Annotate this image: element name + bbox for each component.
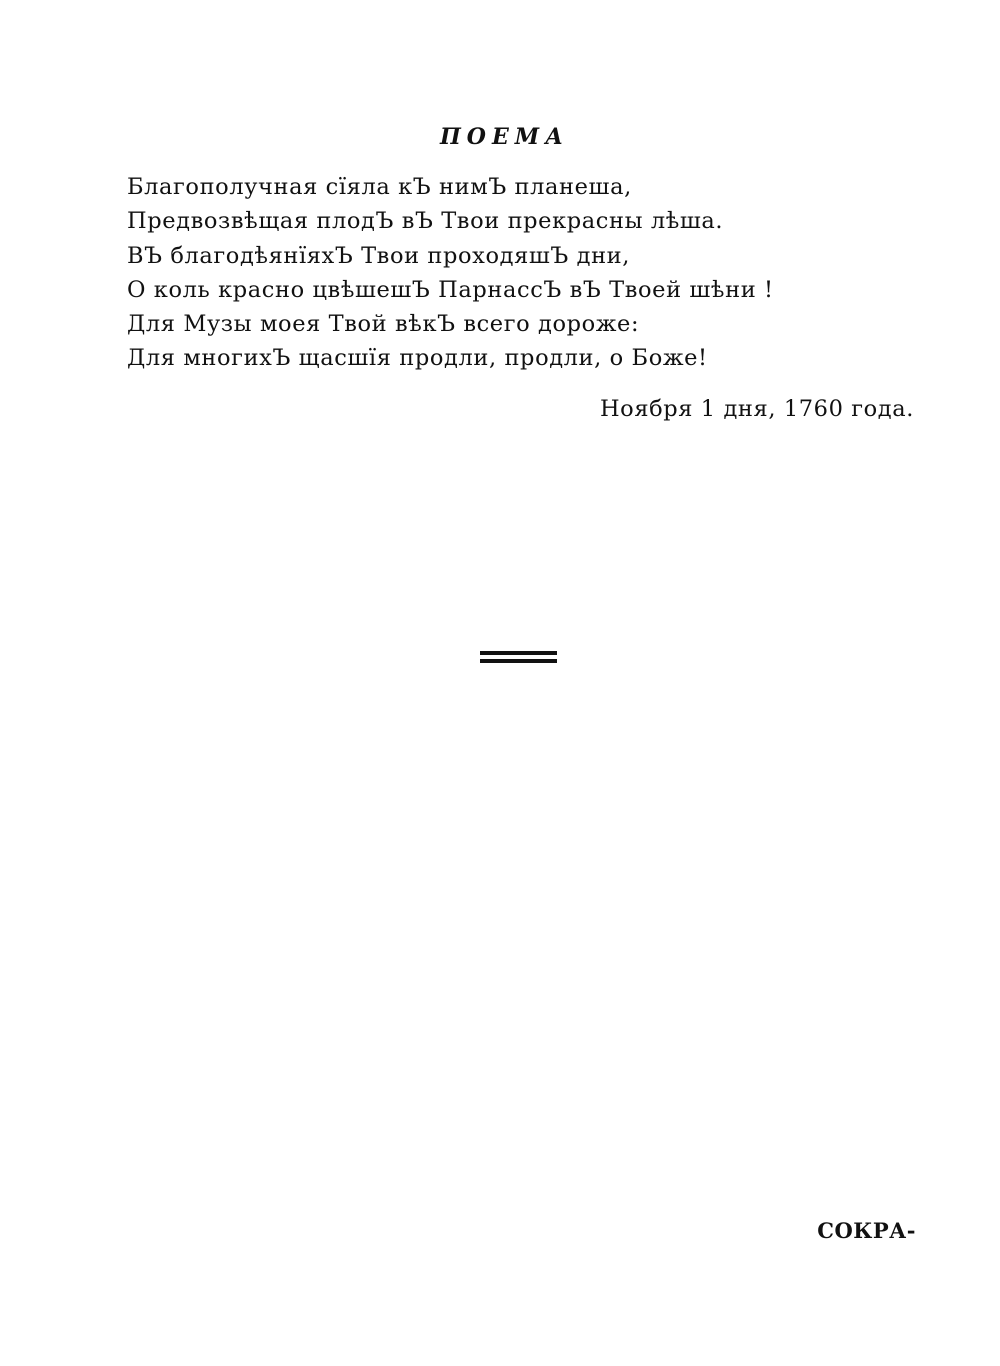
poem-line: О коль красно цвѣшешЪ ПарнассЪ вЪ Твоей шѣни ! (127, 276, 774, 303)
section-divider (480, 651, 557, 665)
poem-line: Для многихЪ щасшїя продли, продли, о Боже! (127, 345, 708, 372)
poem-line: Предвозвѣщая плодЪ вЪ Твои прекрасны лѣша. (127, 208, 724, 235)
divider-bar-top (480, 651, 557, 655)
catchword: СОКРА- (817, 1218, 916, 1243)
poem-stanza (127, 170, 774, 376)
poem-line: Для Музы моея Твой вѣкЪ всего дороже: (127, 311, 640, 338)
date-line: Ноября 1 дня, 1760 года. (599, 396, 914, 422)
poem-line: Благополучная сїяла кЪ нимЪ планеша, (127, 174, 632, 200)
divider-bar-bottom (480, 659, 557, 663)
poem-title: ПОЕМА (440, 124, 569, 150)
poem-line: ВЪ благодѣянїяхЪ Твои проходяшЪ дни, (127, 242, 631, 269)
